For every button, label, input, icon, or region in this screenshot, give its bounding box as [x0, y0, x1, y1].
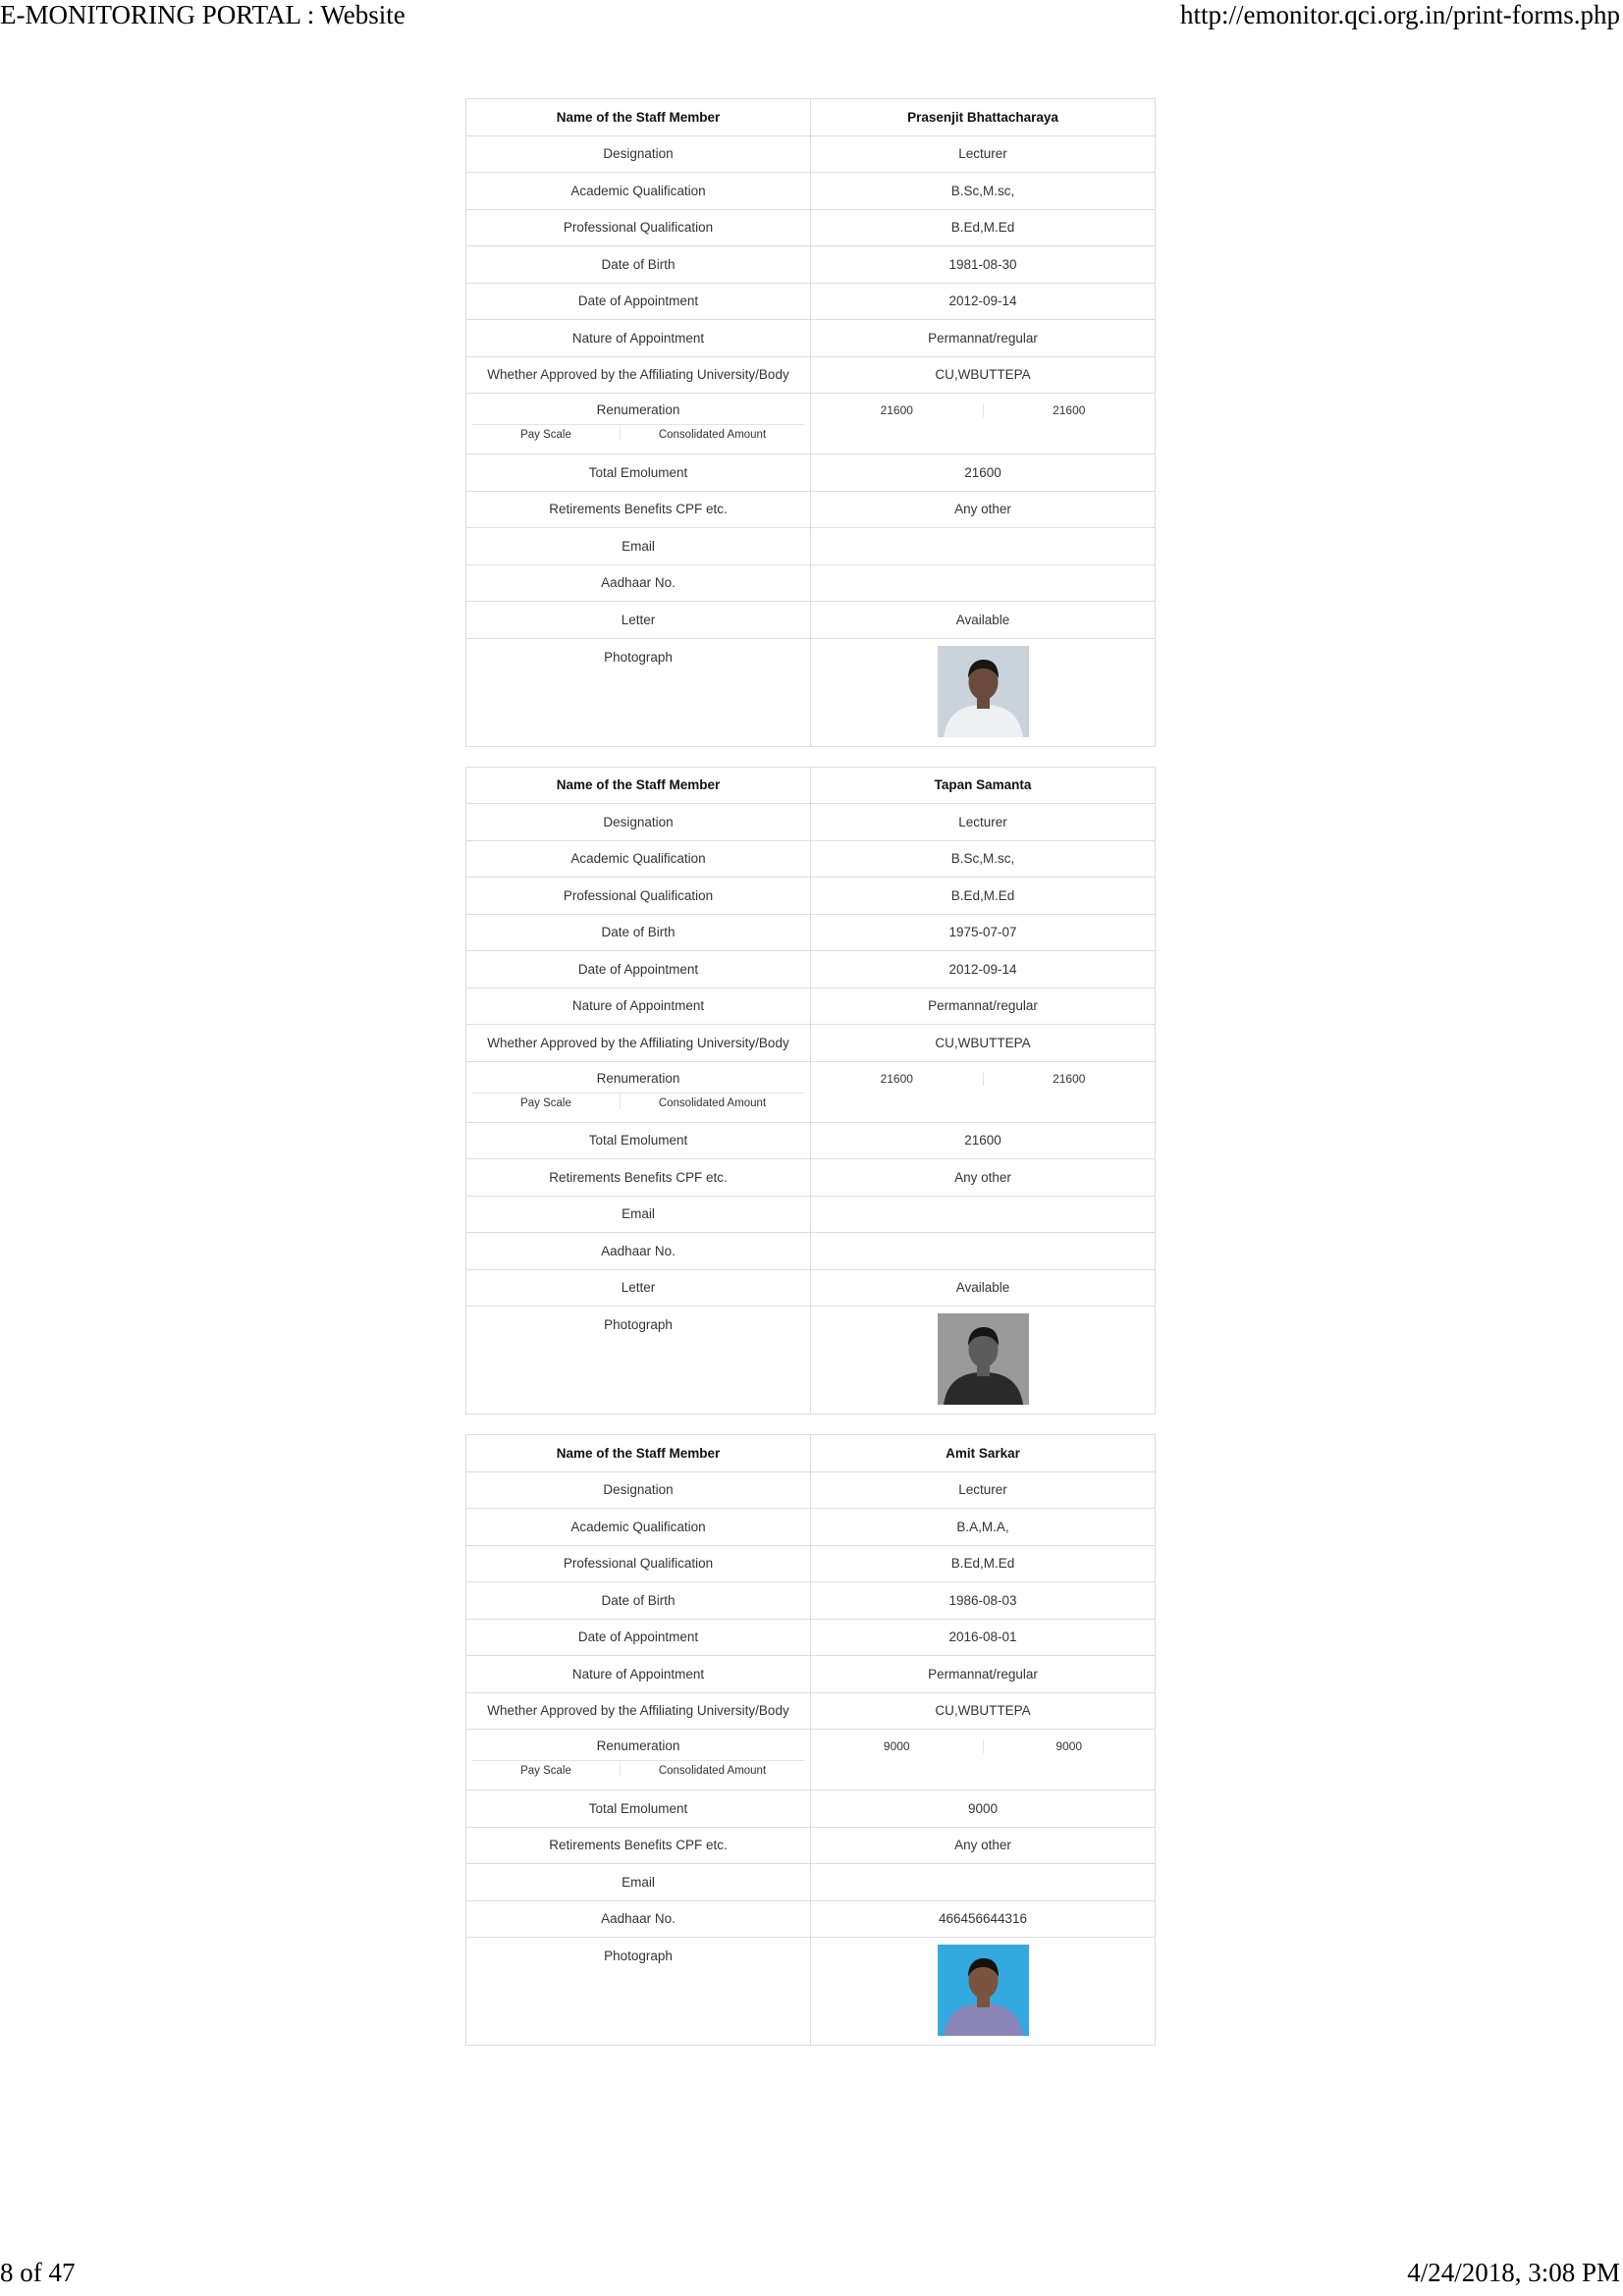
table-row	[466, 491, 1156, 528]
remuneration-values	[811, 1061, 1156, 1122]
table-row	[466, 1827, 1156, 1864]
consolidated-label: Consolidated Amount	[658, 429, 767, 441]
remuneration-subheader	[472, 424, 804, 441]
table-row	[466, 602, 1156, 639]
table-row	[466, 283, 1156, 320]
remuneration-cell	[466, 1061, 811, 1122]
table-row	[466, 1269, 1156, 1307]
pay-scale-label: Pay Scale	[472, 1761, 621, 1777]
professional-value: B.Ed,M.Ed	[811, 878, 1156, 915]
table-row	[466, 1233, 1156, 1270]
retirement-label: Retirements Benefits CPF etc.	[466, 1159, 811, 1197]
header-title: E-MONITORING PORTAL : Website	[0, 0, 406, 29]
email-value	[811, 528, 1156, 565]
nature-value: Permannat/regular	[811, 320, 1156, 357]
email-value	[811, 1864, 1156, 1901]
pay-scale-label: Pay Scale	[472, 425, 621, 441]
table-row	[466, 564, 1156, 602]
table-row	[466, 394, 1156, 454]
consolidated-value: 9000	[1055, 1739, 1083, 1753]
photograph-label: Photograph	[604, 1949, 673, 1963]
table-row	[466, 528, 1156, 565]
dob-label: Date of Birth	[466, 246, 811, 284]
name-label: Name of the Staff Member	[466, 99, 811, 136]
approved-value: CU,WBUTTEPA	[811, 356, 1156, 394]
table-row	[466, 840, 1156, 878]
professional-label: Professional Qualification	[466, 878, 811, 915]
total-value: 21600	[811, 454, 1156, 492]
approved-value: CU,WBUTTEPA	[811, 1692, 1156, 1730]
table-row	[466, 356, 1156, 394]
retirement-label: Retirements Benefits CPF etc.	[466, 1827, 811, 1864]
total-label: Total Emolument	[466, 454, 811, 492]
table-row	[466, 1061, 1156, 1122]
header-url: http://emonitor.qci.org.in/print-forms.php	[1180, 0, 1620, 29]
dob-value: 1981-08-30	[811, 246, 1156, 284]
table-row	[466, 767, 1156, 804]
designation-value: Lecturer	[811, 1471, 1156, 1509]
nature-value: Permannat/regular	[811, 988, 1156, 1025]
table-row	[466, 1730, 1156, 1790]
name-label: Name of the Staff Member	[466, 767, 811, 804]
aadhaar-value: 466456644316	[811, 1900, 1156, 1938]
aadhaar-label: Aadhaar No.	[466, 564, 811, 602]
table-row	[466, 951, 1156, 988]
aadhaar-value	[811, 564, 1156, 602]
table-row	[466, 1545, 1156, 1582]
remuneration-subheader	[472, 1760, 804, 1777]
academic-label: Academic Qualification	[466, 1509, 811, 1546]
photograph-cell	[811, 638, 1156, 746]
academic-value: B.A,M.A,	[811, 1509, 1156, 1546]
doa-label: Date of Appointment	[466, 951, 811, 988]
name-label: Name of the Staff Member	[466, 1435, 811, 1472]
staff-name: Tapan Samanta	[811, 767, 1156, 804]
staff-photo[interactable]	[938, 1945, 1029, 2036]
photograph-label: Photograph	[604, 1317, 673, 1332]
photograph-label-cell	[466, 1307, 811, 1415]
consolidated-value: 21600	[1053, 1071, 1086, 1086]
photograph-cell	[811, 1307, 1156, 1415]
photograph-cell	[811, 1938, 1156, 2046]
approved-value: CU,WBUTTEPA	[811, 1025, 1156, 1062]
table-row	[466, 1509, 1156, 1546]
nature-value: Permannat/regular	[811, 1656, 1156, 1693]
consolidated-label: Consolidated Amount	[658, 1096, 767, 1109]
retirement-value: Any other	[811, 1159, 1156, 1197]
retirement-value: Any other	[811, 491, 1156, 528]
table-row	[466, 1307, 1156, 1415]
pay-scale-value: 21600	[811, 1072, 984, 1086]
professional-value: B.Ed,M.Ed	[811, 1545, 1156, 1582]
aadhaar-label: Aadhaar No.	[466, 1233, 811, 1270]
dob-value: 1975-07-07	[811, 914, 1156, 951]
academic-value: B.Sc,M.sc,	[811, 173, 1156, 210]
designation-label: Designation	[466, 135, 811, 173]
doa-label: Date of Appointment	[466, 283, 811, 320]
table-row	[466, 878, 1156, 915]
approved-label: Whether Approved by the Affiliating University/Body	[466, 1692, 811, 1730]
staff-name: Prasenjit Bhattacharaya	[811, 99, 1156, 136]
doa-value: 2012-09-14	[811, 951, 1156, 988]
remuneration-subheader	[472, 1093, 804, 1109]
consolidated-value: 21600	[1053, 403, 1086, 417]
print-footer	[0, 2258, 1623, 2291]
academic-value: B.Sc,M.sc,	[811, 840, 1156, 878]
consolidated-label: Consolidated Amount	[658, 1765, 767, 1777]
professional-label: Professional Qualification	[466, 209, 811, 246]
letter-value: Available	[811, 1269, 1156, 1307]
retirement-value: Any other	[811, 1827, 1156, 1864]
staff-name: Amit Sarkar	[811, 1435, 1156, 1472]
table-row	[466, 1790, 1156, 1828]
designation-label: Designation	[466, 804, 811, 841]
letter-value: Available	[811, 602, 1156, 639]
aadhaar-value	[811, 1233, 1156, 1270]
remuneration-cell	[466, 394, 811, 454]
photograph-label-cell	[466, 1938, 811, 2046]
remuneration-label: Renumeration	[596, 1738, 680, 1753]
table-row	[466, 1435, 1156, 1472]
table-row	[466, 914, 1156, 951]
table-row	[466, 173, 1156, 210]
email-label: Email	[466, 1196, 811, 1233]
remuneration-values	[811, 394, 1156, 454]
remuneration-cell	[466, 1730, 811, 1790]
print-timestamp: 4/24/2018, 3:08 PM	[1407, 2258, 1620, 2287]
table-row	[466, 1656, 1156, 1693]
remuneration-values	[811, 1730, 1156, 1790]
letter-label: Letter	[466, 1269, 811, 1307]
professional-value: B.Ed,M.Ed	[811, 209, 1156, 246]
table-row	[466, 638, 1156, 746]
table-row	[466, 454, 1156, 492]
pay-scale-value: 21600	[811, 403, 984, 417]
table-row	[466, 320, 1156, 357]
email-value	[811, 1196, 1156, 1233]
table-row	[466, 209, 1156, 246]
pay-scale-value: 9000	[811, 1739, 984, 1753]
dob-value: 1986-08-03	[811, 1582, 1156, 1620]
staff-card	[465, 767, 1156, 1415]
remuneration-label: Renumeration	[596, 1070, 680, 1086]
staff-photo[interactable]	[938, 646, 1029, 737]
remuneration-label: Renumeration	[596, 402, 680, 417]
doa-value: 2016-08-01	[811, 1619, 1156, 1656]
email-label: Email	[466, 528, 811, 565]
nature-label: Nature of Appointment	[466, 988, 811, 1025]
table-row	[466, 1938, 1156, 2046]
staff-card	[465, 98, 1156, 747]
table-row	[466, 99, 1156, 136]
table-row	[466, 135, 1156, 173]
table-row	[466, 1196, 1156, 1233]
letter-label: Letter	[466, 602, 811, 639]
dob-label: Date of Birth	[466, 914, 811, 951]
page-number: 8 of 47	[0, 2258, 76, 2287]
email-label: Email	[466, 1864, 811, 1901]
designation-value: Lecturer	[811, 804, 1156, 841]
table-row	[466, 246, 1156, 284]
doa-label: Date of Appointment	[466, 1619, 811, 1656]
staff-card	[465, 1434, 1156, 2046]
retirement-label: Retirements Benefits CPF etc.	[466, 491, 811, 528]
nature-label: Nature of Appointment	[466, 320, 811, 357]
aadhaar-label: Aadhaar No.	[466, 1900, 811, 1938]
total-label: Total Emolument	[466, 1122, 811, 1159]
table-row	[466, 1692, 1156, 1730]
table-row	[466, 804, 1156, 841]
academic-label: Academic Qualification	[466, 840, 811, 878]
table-row	[466, 1619, 1156, 1656]
print-header	[0, 0, 1623, 33]
designation-value: Lecturer	[811, 135, 1156, 173]
table-row	[466, 1025, 1156, 1062]
table-row	[466, 1864, 1156, 1901]
table-row	[466, 1582, 1156, 1620]
total-value: 9000	[811, 1790, 1156, 1828]
pay-scale-label: Pay Scale	[472, 1094, 621, 1109]
photograph-label: Photograph	[604, 649, 673, 665]
staff-list	[465, 98, 1156, 2065]
table-row	[466, 1159, 1156, 1197]
table-row	[466, 1900, 1156, 1938]
dob-label: Date of Birth	[466, 1582, 811, 1620]
table-row	[466, 1471, 1156, 1509]
total-value: 21600	[811, 1122, 1156, 1159]
total-label: Total Emolument	[466, 1790, 811, 1828]
academic-label: Academic Qualification	[466, 173, 811, 210]
approved-label: Whether Approved by the Affiliating University/Body	[466, 356, 811, 394]
staff-photo[interactable]	[938, 1313, 1029, 1405]
photograph-label-cell	[466, 638, 811, 746]
nature-label: Nature of Appointment	[466, 1656, 811, 1693]
table-row	[466, 988, 1156, 1025]
approved-label: Whether Approved by the Affiliating University/Body	[466, 1025, 811, 1062]
table-row	[466, 1122, 1156, 1159]
professional-label: Professional Qualification	[466, 1545, 811, 1582]
doa-value: 2012-09-14	[811, 283, 1156, 320]
designation-label: Designation	[466, 1471, 811, 1509]
